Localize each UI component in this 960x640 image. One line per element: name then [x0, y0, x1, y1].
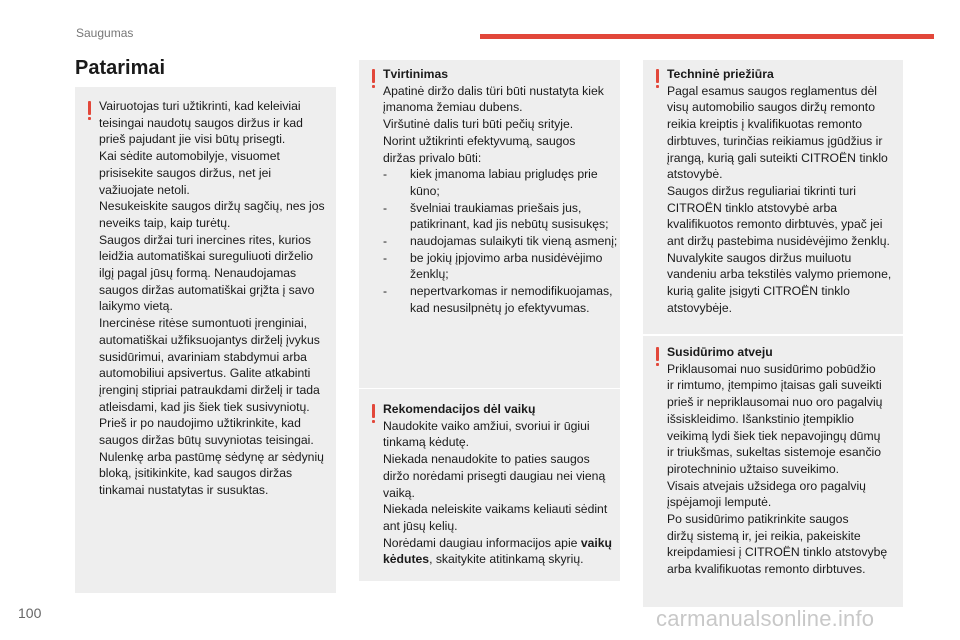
list-item [383, 166, 617, 199]
paragraph-line: Nuvalykite saugos diržus muiluotu [667, 250, 852, 265]
paragraph-line: Kai sėdite automobilyje, visuomet [99, 149, 280, 164]
collision-text [667, 344, 887, 578]
list-item-line: kūno; [410, 183, 440, 198]
paragraph-line: Visais atvejais užsidega oro pagalvių [667, 478, 866, 493]
paragraph-line: Saugos diržus reguliariai tikrinti turi [667, 183, 856, 198]
paragraph-line: ant diržų pastebima nusidėvėjimo ženklų. [667, 234, 890, 249]
paragraph-line: Nulenkę arba pastūmę sėdynę ar sėdynių [99, 449, 324, 464]
paragraph-line: arba kvalifikuotas remonto dirbtuves. [667, 562, 866, 577]
page-title: Patarimai [75, 57, 166, 79]
page-number: 100 [18, 605, 42, 621]
paragraph-line: Nesukeiskite saugos diržų sagčių, nes jos [99, 199, 325, 214]
paragraph-line: Apatinė diržo dalis türi būti nustatyta kiek [383, 83, 604, 98]
paragraph-line: atleisdami, kad jis šiek tiek susivyniotų. [99, 399, 310, 414]
paragraph-line: važiuojate netoli. [99, 182, 190, 197]
paragraph-line: CITROËN tinklo atstovybė arba [667, 200, 838, 215]
list-item [383, 283, 617, 316]
paragraph-line: Niekada nenaudokite to paties saugos [383, 452, 590, 467]
paragraph-line: Saugos diržai turi inercines rites, kurios [99, 232, 312, 247]
paragraph-line: susidūrimui, avariniam stabdymui arba [99, 349, 307, 364]
list-item-line: be jokių įpjovimo arba nusidėvėjimo [410, 250, 603, 265]
paragraph-line: vaiką. [383, 485, 415, 500]
paragraph-line: prisisekite saugos diržus, net jei [99, 165, 272, 180]
paragraph-line: Po susidūrimo patikrinkite saugos [667, 512, 849, 527]
children-reference: Norėdami daugiau informacijos apie vaikų [383, 535, 612, 550]
paragraph-line: Pagal esamus saugos reglamentus dėl [667, 83, 878, 98]
paragraph-line: Norint užtikrinti efektyvumą, saugos [383, 133, 576, 148]
fastening-text [383, 66, 617, 317]
paragraph-line: Naudokite vaiko amžiui, svoriui ir ūgiui [383, 418, 590, 433]
section-label: Saugumas [76, 26, 134, 40]
list-dash: - [383, 250, 388, 265]
maintenance-text [667, 66, 891, 317]
paragraph-line: diržas privalo būti: [383, 150, 482, 165]
paragraph-line: Priklausomai nuo susidūrimo pobūdžio [667, 361, 876, 376]
list-item-line: kad nesusilpnėtų jo efektyvumas. [410, 300, 590, 315]
general-text [99, 98, 325, 499]
paragraph-line: neveiks taip, kaip turėtų. [99, 215, 231, 230]
list-item-line: ženklų; [410, 267, 449, 282]
paragraph-line: vandeniu arba tekstilės valymo priemone, [667, 267, 892, 282]
paragraph-line: ant jūsų kelių. [383, 518, 458, 533]
paragraph-line: įspėjamoji lemputė. [667, 495, 772, 510]
paragraph-line: ir rimtumo, įtempimo įtaisas gali suveikti [667, 378, 882, 393]
paragraph-line: atstovybėje. [667, 300, 733, 315]
children-title: Rekomendacijos dėl vaikų [383, 402, 536, 416]
paragraph-line: saugos diržas būtų suvyniotas teisingai. [99, 433, 314, 448]
warning-icon [656, 347, 659, 361]
fastening-title: Tvirtinimas [383, 67, 449, 81]
paragraph-line: kvalifikuotos remonto dirbtuvės, ypač jei [667, 217, 883, 232]
paragraph-line: pirotechninio užtaiso suveikimo. [667, 461, 840, 476]
paragraph-line: diržų sistemą ir, jei reikia, pakeiskite [667, 528, 861, 543]
paragraph-line: kreipdamiesi į CITROËN tinklo atstovybę [667, 545, 888, 560]
list-item-line: nepertvarkomas ir nemodifikuojamas, [410, 284, 613, 299]
paragraph-line: įrenginį stipriai patraukdami diržel͏į ir tada [99, 382, 320, 397]
advice-box-collision [643, 336, 903, 607]
list-item [383, 200, 617, 233]
section-accent-bar [480, 34, 934, 39]
maintenance-title: Techninė priežiūra [667, 67, 774, 81]
paragraph-line: ir triukšmas, sukeltas sistemoje esančio [667, 445, 882, 460]
paragraph-line: atstovybė. [667, 167, 723, 182]
paragraph-line: laikymo vietą. [99, 299, 173, 314]
list-dash: - [383, 200, 388, 215]
list-item [383, 250, 617, 283]
child-seats-link-cont: kėdutes [383, 552, 430, 567]
list-item-line: naudojamas sulaikyti tik vieną asmenį; [410, 234, 618, 249]
paragraph-line: leidžia automatiškai sureguliuoti diržel͏io [99, 249, 314, 264]
paragraph-line: prieš pajudant jie visi būtų prisegti. [99, 132, 286, 147]
paragraph-line: reikia kreiptis į kvalifikuotas remonto [667, 117, 863, 132]
paragraph-line: Inercinėse ritėse sumontuoti įrenginiai, [99, 316, 307, 331]
list-dash: - [383, 234, 388, 249]
list-item [383, 233, 617, 250]
paragraph-line: Niekada neleiskite vaikams keliauti sėdint [383, 502, 608, 517]
paragraph-line: veikimą lydi šiek tiek nepavojingų dūmų [667, 428, 881, 443]
paragraph-line: automobiliui apsivertus. Galite atkabinti [99, 366, 311, 381]
paragraph-line: kurią galite įsigyti CITROËN tinklo [667, 284, 850, 299]
paragraph-line: dirbtuves, turinčias reikiamus įgūdžius ir [667, 133, 883, 148]
paragraph-line: ilgį pagal jūsų formą. Nenaudojamas [99, 266, 297, 281]
list-dash: - [383, 167, 388, 182]
paragraph-line: įrangą, kurią gali suteikti CITROËN tinklo [667, 150, 888, 165]
list-dash: - [383, 284, 388, 299]
paragraph-line: diržo norėdami prisegti daugiau nei vieną [383, 468, 606, 483]
children-reference-cont: kėdutes, skaitykite atitinkamą skyrių. [383, 552, 584, 567]
paragraph-line: prieš ir nepriklausomai nuo oro pagalvių [667, 395, 883, 410]
watermark: carmanualsonline.info [656, 606, 875, 631]
paragraph-line: automatiškai užfiksuojantys diržel͏į įvykus [99, 332, 320, 347]
warning-icon [88, 101, 91, 115]
warning-icon [372, 69, 375, 83]
paragraph-line: išsiskleidimo. Išankstinio įtempiklio [667, 411, 854, 426]
paragraph-line: Prieš ir po naudojimo užtikrinkite, kad [99, 416, 301, 431]
list-item-line: kiek įmanoma labiau prigludęs prie [410, 167, 598, 182]
paragraph-line: tinkamai nustatytas ir susuktas. [99, 483, 269, 498]
paragraph-line: įmanoma žemiau dubens. [383, 100, 523, 115]
paragraph-line: bloką, įsitikinkite, kad saugos diržas [99, 466, 293, 481]
advice-box-general [75, 87, 336, 593]
paragraph-line: Vairuotojas turi užtikrinti, kad keleiviai [99, 99, 301, 113]
paragraph-line: Viršutinė dalis turi būti pečių srityje. [383, 117, 574, 132]
list-item-line: švelniai traukiamas priešais jus, [410, 200, 582, 215]
warning-icon [656, 69, 659, 83]
collision-title: Susidūrimo atveju [667, 345, 773, 359]
list-item-line: patikrinant, kad jis nebūtų susisukęs; [410, 217, 609, 232]
children-text [383, 401, 612, 568]
advice-box-fastening [359, 60, 620, 388]
paragraph-line: saugos diržas automatiškai grįžta į savo [99, 282, 315, 297]
advice-box-children [359, 389, 620, 581]
paragraph-line: visų automobilio saugos diržų remonto [667, 100, 875, 115]
warning-icon [372, 404, 375, 418]
child-seats-link: vaikų [580, 535, 612, 550]
paragraph-line: teisingai naudotų saugos diržus ir kad [99, 115, 303, 130]
paragraph-line: tinkamą kėdutę. [383, 435, 470, 450]
advice-box-maintenance [643, 60, 903, 334]
